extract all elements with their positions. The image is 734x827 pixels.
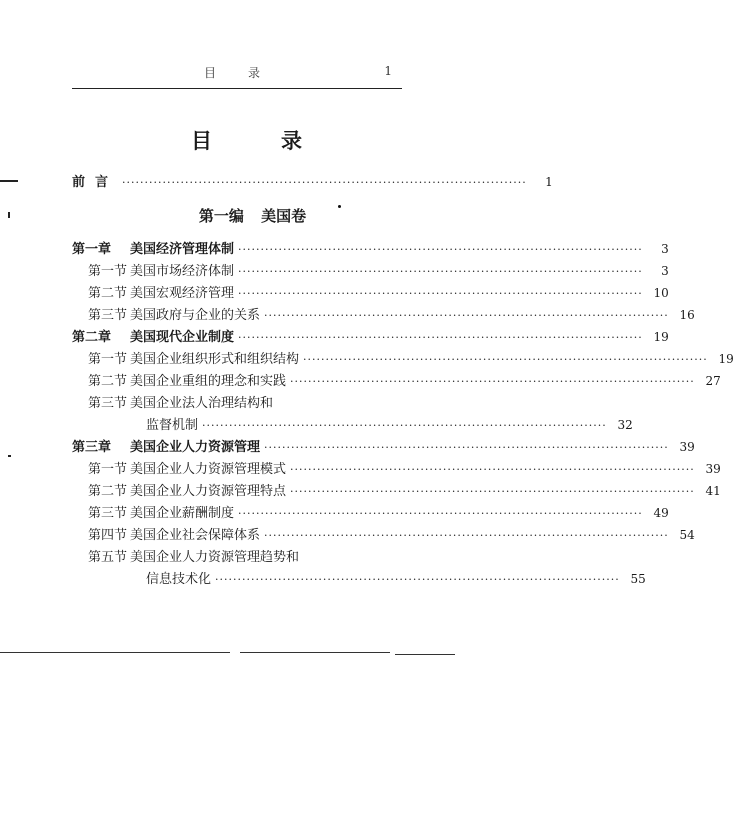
section-label: 第二节 bbox=[88, 286, 128, 301]
dot-leader: ·························································································· bbox=[122, 176, 527, 189]
dot-leader: ·························································································· bbox=[238, 507, 643, 520]
toc-entry-section[interactable] bbox=[72, 370, 721, 392]
page-number: 19 bbox=[718, 352, 734, 366]
entry-title: 美国现代企业制度 bbox=[130, 330, 235, 345]
bottom-rule-left bbox=[0, 652, 230, 653]
page-number: 54 bbox=[679, 528, 695, 542]
page-number: 39 bbox=[679, 440, 695, 454]
dot-leader: ·························································································· bbox=[264, 309, 669, 322]
entry-title: 美国企业人力资源管理特点 bbox=[130, 484, 287, 499]
toc-entry-section[interactable] bbox=[72, 502, 669, 524]
dot-leader: ·························································································· bbox=[215, 573, 620, 586]
dot-leader: ·························································································· bbox=[238, 287, 643, 300]
entry-title: 美国经济管理体制 bbox=[130, 242, 235, 257]
dot-leader: ·························································································· bbox=[264, 441, 669, 454]
chapter-label: 第二章 bbox=[72, 330, 112, 345]
entry-title: 美国企业人力资源管理 bbox=[130, 440, 261, 455]
entry-title: 美国市场经济体制 bbox=[130, 264, 235, 279]
toc-entry-chapter[interactable] bbox=[72, 238, 669, 260]
dot-leader: ·························································································· bbox=[303, 353, 708, 366]
section-label: 第一节 bbox=[88, 352, 128, 367]
page-number: 27 bbox=[705, 374, 721, 388]
bottom-rule-right bbox=[395, 654, 455, 655]
running-head bbox=[72, 62, 402, 84]
dot-leader: ·························································································· bbox=[290, 375, 695, 388]
entry-title: 美国企业人力资源管理趋势和 bbox=[130, 550, 300, 565]
header-rule bbox=[72, 88, 402, 89]
section-label: 第二节 bbox=[88, 484, 128, 499]
scan-margin-mark bbox=[8, 212, 10, 218]
toc-entry-preface[interactable] bbox=[72, 171, 553, 193]
toc-entry-section[interactable] bbox=[72, 348, 734, 370]
section-label: 第一节 bbox=[88, 264, 128, 279]
page-number: 32 bbox=[617, 418, 633, 432]
entry-title: 美国企业组织形式和组织结构 bbox=[130, 352, 300, 367]
page-number: 49 bbox=[653, 506, 669, 520]
section-label: 第五节 bbox=[88, 550, 128, 565]
section-label: 第三节 bbox=[88, 396, 128, 411]
page-number: 19 bbox=[653, 330, 669, 344]
scan-margin-mark bbox=[0, 180, 18, 182]
section-label: 第一节 bbox=[88, 462, 128, 477]
dot-leader: ·························································································· bbox=[290, 485, 695, 498]
page-number: 55 bbox=[630, 572, 646, 586]
running-head-title: 目 录 bbox=[204, 66, 271, 80]
dot-leader: ·························································································· bbox=[238, 243, 643, 256]
toc-entry-continuation[interactable] bbox=[72, 414, 633, 436]
page-number: 3 bbox=[661, 264, 669, 278]
toc-entry-section[interactable] bbox=[72, 546, 402, 568]
part-heading bbox=[0, 205, 505, 226]
page-number: 3 bbox=[661, 242, 669, 256]
toc-entry-section[interactable] bbox=[72, 282, 669, 304]
toc-title: 目 录 bbox=[191, 129, 326, 153]
toc-entry-section[interactable] bbox=[72, 480, 721, 502]
scan-speck bbox=[338, 205, 341, 208]
toc-entry-section[interactable] bbox=[72, 392, 402, 414]
toc-entry-section[interactable] bbox=[72, 458, 721, 480]
page-number: 10 bbox=[653, 286, 669, 300]
entry-title: 美国企业法人治理结构和 bbox=[130, 396, 274, 411]
page-number: 39 bbox=[705, 462, 721, 476]
page-number: 16 bbox=[679, 308, 695, 322]
entry-title: 信息技术化 bbox=[146, 572, 212, 587]
part-title: 美国卷 bbox=[261, 207, 307, 225]
bottom-rule-middle bbox=[240, 652, 390, 653]
running-head-page-number: 1 bbox=[384, 64, 392, 78]
section-label: 第二节 bbox=[88, 374, 128, 389]
section-label: 第三节 bbox=[88, 506, 128, 521]
dot-leader: ·························································································· bbox=[290, 463, 695, 476]
page-number: 41 bbox=[705, 484, 721, 498]
toc-entry-chapter[interactable] bbox=[72, 326, 669, 348]
chapter-label: 第一章 bbox=[72, 242, 112, 257]
entry-title: 美国企业重组的理念和实践 bbox=[130, 374, 287, 389]
toc-entry-continuation[interactable] bbox=[72, 568, 646, 590]
section-label: 第三节 bbox=[88, 308, 128, 323]
dot-leader: ·························································································· bbox=[202, 419, 607, 432]
entry-title: 监督机制 bbox=[146, 418, 199, 433]
entry-title: 美国企业薪酬制度 bbox=[130, 506, 235, 521]
entry-title: 美国政府与企业的关系 bbox=[130, 308, 261, 323]
entry-title: 美国宏观经济管理 bbox=[130, 286, 235, 301]
dot-leader: ·························································································· bbox=[238, 331, 643, 344]
section-label: 第四节 bbox=[88, 528, 128, 543]
chapter-label: 第三章 bbox=[72, 440, 112, 455]
toc-entry-chapter[interactable] bbox=[72, 436, 695, 458]
toc-entry-section[interactable] bbox=[72, 304, 695, 326]
page-number: 1 bbox=[545, 175, 553, 189]
dot-leader: ·························································································· bbox=[264, 529, 669, 542]
entry-title: 美国企业人力资源管理模式 bbox=[130, 462, 287, 477]
scan-margin-mark bbox=[8, 455, 11, 457]
toc-entry-section[interactable] bbox=[72, 260, 669, 282]
part-label: 第一编 bbox=[198, 207, 244, 225]
entry-title: 美国企业社会保障体系 bbox=[130, 528, 261, 543]
toc-entry-section[interactable] bbox=[72, 524, 695, 546]
dot-leader: ·························································································· bbox=[238, 265, 643, 278]
preface-label: 前言 bbox=[72, 175, 119, 190]
